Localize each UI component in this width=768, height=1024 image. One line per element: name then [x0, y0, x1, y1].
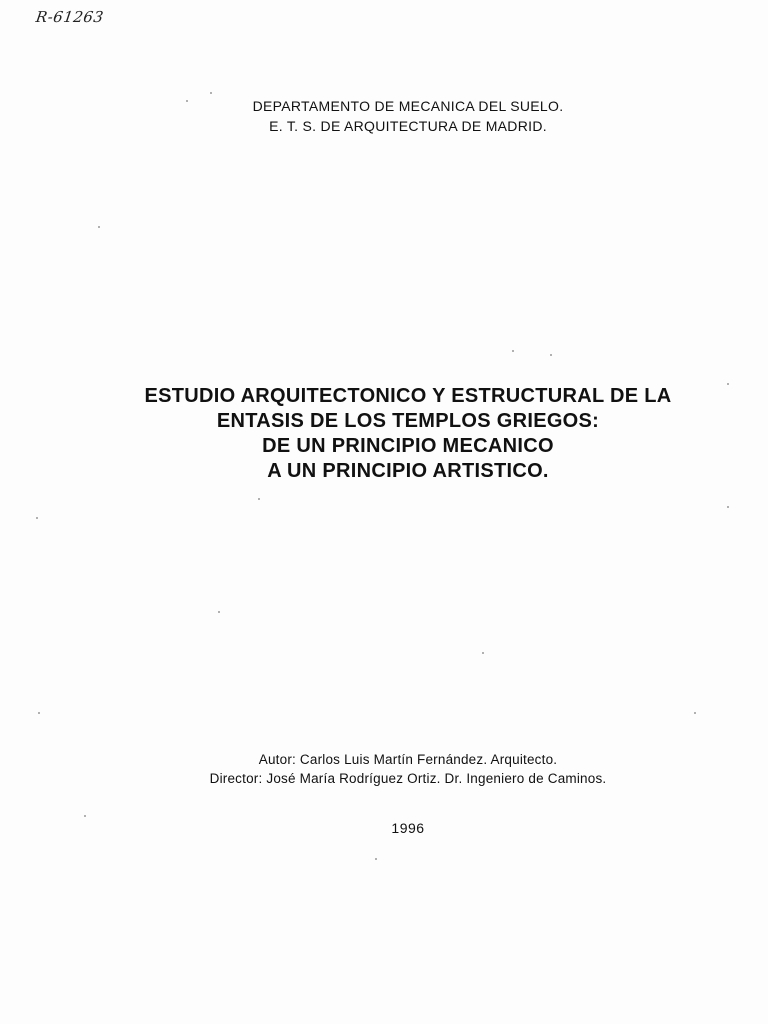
- scan-speck: [218, 611, 220, 613]
- scan-speck: [694, 712, 696, 714]
- department-line: DEPARTAMENTO DE MECANICA DEL SUELO.: [252, 98, 564, 114]
- publication-year: 1996: [391, 820, 425, 836]
- scan-speck: [36, 517, 38, 519]
- scan-speck: [98, 226, 100, 228]
- school-line: E. T. S. DE ARQUITECTURA DE MADRID.: [269, 118, 547, 134]
- scan-speck: [482, 652, 484, 654]
- scan-speck: [258, 498, 260, 500]
- scan-speck: [375, 858, 377, 860]
- title-line-2: ENTASIS DE LOS TEMPLOS GRIEGOS:: [216, 410, 600, 432]
- title-line-4: A UN PRINCIPIO ARTISTICO.: [267, 460, 549, 482]
- scan-speck: [84, 815, 86, 817]
- thesis-title: [0, 384, 768, 484]
- handwritten-reference-number: R-61263: [34, 8, 105, 26]
- director-line: Director: José María Rodríguez Ortiz. Dr. Ingeniero de Caminos.: [209, 771, 607, 786]
- title-line-1: ESTUDIO ARQUITECTONICO Y ESTRUCTURAL DE LA: [144, 385, 672, 407]
- author-line: Autor: Carlos Luis Martín Fernández. Arquitecto.: [258, 752, 558, 767]
- scan-speck: [186, 100, 188, 102]
- scan-speck: [38, 712, 40, 714]
- scan-speck: [727, 506, 729, 508]
- scan-speck: [727, 383, 729, 385]
- department-header: [0, 96, 768, 136]
- credits-block: [0, 750, 768, 788]
- scan-speck: [210, 92, 212, 94]
- scan-speck: [550, 354, 552, 356]
- title-line-3: DE UN PRINCIPIO MECANICO: [262, 435, 554, 457]
- scan-speck: [512, 350, 514, 352]
